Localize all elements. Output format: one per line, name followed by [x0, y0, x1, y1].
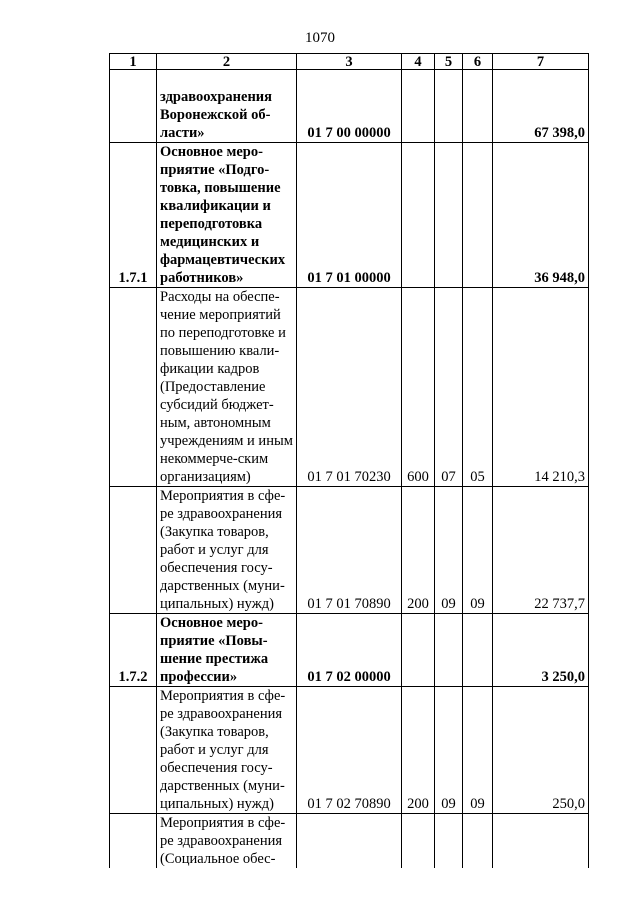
row-number-cell — [110, 687, 157, 814]
row-number-cell — [110, 288, 157, 487]
row-number-cell — [110, 70, 157, 143]
row-sum-cell: 3 250,0 — [493, 614, 589, 687]
row-name-cell: Основное меро-приятие «Подго-товка, повышение квалификации и переподготовка медицинских и фармацевтических работников» — [157, 143, 297, 288]
table-row — [110, 614, 589, 687]
row-sum-cell: 36 948,0 — [493, 143, 589, 288]
row-number-cell — [110, 814, 157, 869]
row-sum-cell: 250,0 — [493, 687, 589, 814]
row-code-cell: 01 7 02 00000 — [297, 614, 402, 687]
budget-table — [109, 53, 589, 868]
row-pr-cell — [463, 814, 493, 869]
page-number: 1070 — [305, 30, 335, 46]
column-header: 7 — [493, 54, 589, 70]
row-code-cell — [297, 814, 402, 869]
row-vr-cell — [402, 814, 435, 869]
row-sum-cell: 22 737,7 — [493, 487, 589, 614]
row-pr-cell: 09 — [463, 687, 493, 814]
row-name-cell: здравоохранения Воронежской об-ласти» — [157, 70, 297, 143]
row-name-cell: Мероприятия в сфе-ре здравоохранения (Социальное обес- — [157, 814, 297, 869]
row-vr-cell: 200 — [402, 487, 435, 614]
row-vr-cell — [402, 143, 435, 288]
row-code-cell: 01 7 02 70890 — [297, 687, 402, 814]
row-name-cell: Расходы на обеспе-чение мероприятий по переподготовке и повышению квали-фикации кадров (Предоставление субсидий бюджет-ным, автономным учреждениям и иным некоммерче-ским организациям) — [157, 288, 297, 487]
table-row — [110, 814, 589, 869]
row-sum-cell: 14 210,3 — [493, 288, 589, 487]
row-pr-cell — [463, 143, 493, 288]
row-vr-cell — [402, 70, 435, 143]
row-rz-cell — [435, 814, 463, 869]
row-code-cell: 01 7 00 00000 — [297, 70, 402, 143]
row-vr-cell — [402, 614, 435, 687]
row-pr-cell — [463, 70, 493, 143]
table-row — [110, 487, 589, 614]
column-header: 6 — [463, 54, 493, 70]
column-header: 2 — [157, 54, 297, 70]
row-rz-cell — [435, 614, 463, 687]
row-code-cell: 01 7 01 70230 — [297, 288, 402, 487]
row-number-cell: 1.7.2 — [110, 614, 157, 687]
table-row — [110, 143, 589, 288]
column-header: 4 — [402, 54, 435, 70]
row-name-cell: Мероприятия в сфе-ре здравоохранения (Закупка товаров, работ и услуг для обеспечения госу-дарственных (муни-ципальных) нужд) — [157, 687, 297, 814]
row-pr-cell — [463, 614, 493, 687]
row-number-cell — [110, 487, 157, 614]
table-row — [110, 288, 589, 487]
row-rz-cell: 07 — [435, 288, 463, 487]
header-row — [110, 54, 589, 70]
column-header: 5 — [435, 54, 463, 70]
table-row — [110, 70, 589, 143]
row-rz-cell: 09 — [435, 687, 463, 814]
row-name-cell: Мероприятия в сфе-ре здравоохранения (Закупка товаров, работ и услуг для обеспечения госу-дарственных (муни-ципальных) нужд) — [157, 487, 297, 614]
row-code-cell: 01 7 01 70890 — [297, 487, 402, 614]
row-code-cell: 01 7 01 00000 — [297, 143, 402, 288]
row-pr-cell: 05 — [463, 288, 493, 487]
row-sum-cell: 67 398,0 — [493, 70, 589, 143]
row-sum-cell — [493, 814, 589, 869]
row-rz-cell — [435, 143, 463, 288]
row-rz-cell: 09 — [435, 487, 463, 614]
table-row — [110, 687, 589, 814]
column-header: 1 — [110, 54, 157, 70]
row-pr-cell: 09 — [463, 487, 493, 614]
row-number-cell: 1.7.1 — [110, 143, 157, 288]
row-rz-cell — [435, 70, 463, 143]
row-vr-cell: 200 — [402, 687, 435, 814]
row-vr-cell: 600 — [402, 288, 435, 487]
row-name-cell: Основное меро-приятие «Повы-шение престижа профессии» — [157, 614, 297, 687]
column-header: 3 — [297, 54, 402, 70]
